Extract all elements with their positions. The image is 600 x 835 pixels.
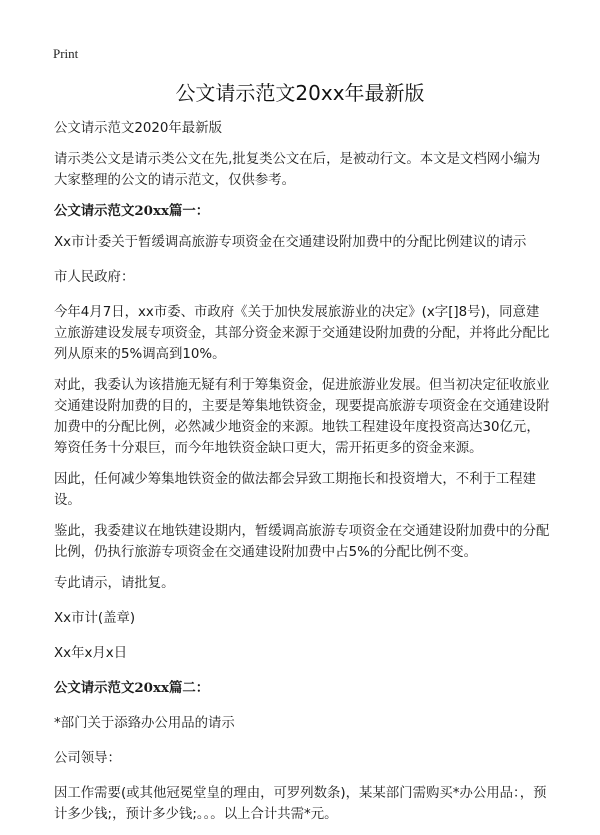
print-link[interactable]: Print [53, 46, 79, 61]
body-paragraph: 因此，任何减少筹集地铁资金的做法都会异致工期拖长和投资增大，不利于工程建设。 [54, 472, 537, 508]
subtitle-paragraph: 公文请示范文2020年最新版 [54, 121, 222, 136]
request-title-2: *部门关于添臵办公用品的请示 [54, 716, 235, 731]
salutation-2: 公司领导： [54, 751, 121, 766]
document-body [54, 118, 550, 835]
section-heading-2: 公文请示范文20xx篇二： [54, 680, 210, 696]
intro-paragraph: 请示类公文是请示类公文在先,批复类公文在后，是被动行文。本文是文档网小编为大家整理的公文的请示范文，仅供参考。 [54, 152, 541, 188]
signature-seal: Xx市计(盖章) [54, 611, 136, 626]
body-paragraph: 今年4月7日，xx市委、市政府《关于加快发展旅游业的决定》(x字[]8号)，同意建立旅游建设发展专项资金，其部分资金来源于交通建设附加费的分配，并将此分配比列从原来的5%调高到10%。 [54, 305, 550, 362]
signature-date: Xx年x月x日 [54, 646, 128, 661]
document-title: 公文请示范文20xx年最新版 [175, 81, 425, 105]
closing-line: 专此请示，请批复。 [54, 576, 175, 591]
request-title-1: Xx市计委关于暂缓调高旅游专项资金在交通建设附加费中的分配比例建议的请示 [54, 235, 527, 250]
body-paragraph: 对此，我委认为该措施无疑有利于筹集资金，促进旅游业发展。但当初决定征收旅业交通建设附加费的目的，主要是筹集地铁资金，现要提高旅游专项资金在交通建设附加费中的分配比例，必然减少地资金的来源。地铁工程建设年度投资高达30亿元，筹资任务十分艰巨，而今年地铁资金缺口更大，需开拓更多的资金来源。 [54, 378, 550, 456]
body-paragraph: 鉴此，我委建议在地铁建设期内，暂缓调高旅游专项资金在交通建设附加费中的分配比例，仍执行旅游专项资金在交通建设附加费中占5%的分配比例不变。 [54, 524, 550, 560]
salutation-1: 市人民政府： [54, 270, 135, 285]
section-heading-1: 公文请示范文20xx篇一： [54, 203, 210, 219]
body-paragraph: 因工作需要(或其他冠冕堂皇的理由，可罗列数条)，某某部门需购买*办公用品：，预计多少钱;，预计多少钱;。。。以上合计共需*元。 [54, 786, 547, 822]
